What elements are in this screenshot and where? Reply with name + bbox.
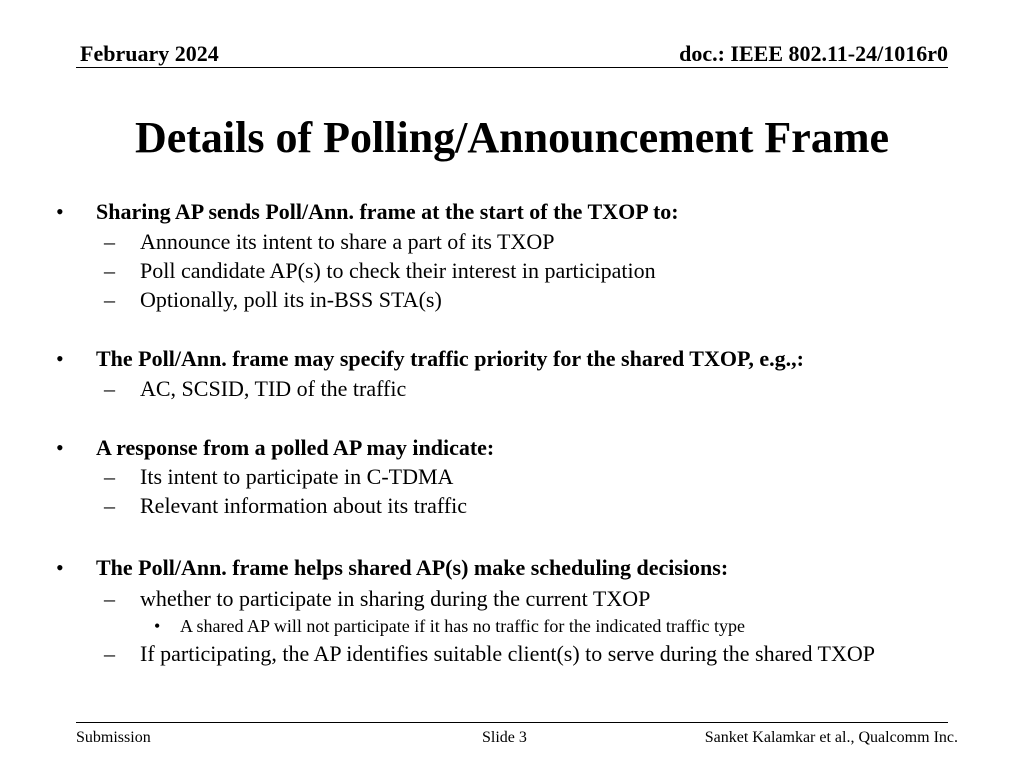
- bullet-1-sub-2: Poll candidate AP(s) to check their interest in participation: [140, 258, 656, 283]
- slide-title: Details of Polling/Announcement Frame: [134, 113, 890, 162]
- header-doc-id: doc.: IEEE 802.11-24/1016r0: [679, 41, 948, 66]
- bullet-1: Sharing AP sends Poll/Ann. frame at the start of the TXOP to:: [96, 199, 679, 224]
- bullet-marker: •: [56, 346, 64, 371]
- sub-bullet-marker: –: [104, 229, 115, 254]
- sub-bullet-marker: –: [104, 258, 115, 283]
- sub-bullet-marker: –: [104, 376, 115, 401]
- footer-author: Sanket Kalamkar et al., Qualcomm Inc.: [704, 729, 958, 746]
- sub-bullet-marker: –: [104, 464, 115, 489]
- sub-bullet-marker: –: [104, 287, 115, 312]
- bullet-4-sub-1: whether to participate in sharing during the current TXOP: [140, 586, 651, 611]
- bullet-4-sub-2: If participating, the AP identifies suitable client(s) to serve during the shared TXOP: [140, 641, 875, 666]
- bullet-3-sub-1: Its intent to participate in C-TDMA: [140, 464, 454, 489]
- sub-bullet-marker: –: [104, 493, 115, 518]
- bullet-marker: •: [56, 435, 64, 460]
- bullet-4-sub-1-sub-1: A shared AP will not participate if it has no traffic for the indicated traffic type: [180, 616, 745, 636]
- sub-sub-bullet-marker: •: [154, 616, 161, 636]
- sub-bullet-marker: –: [104, 641, 115, 666]
- bullet-1-sub-1: Announce its intent to share a part of its TXOP: [140, 229, 555, 254]
- bullet-1-sub-3: Optionally, poll its in-BSS STA(s): [140, 287, 442, 312]
- header-date: February 2024: [80, 41, 219, 66]
- bullet-2-sub-1: AC, SCSID, TID of the traffic: [140, 376, 407, 401]
- footer-slide-number: Slide 3: [482, 729, 527, 746]
- footer-submission: Submission: [76, 729, 151, 746]
- bullet-3: A response from a polled AP may indicate:: [96, 435, 495, 460]
- bullet-marker: •: [56, 199, 64, 224]
- bullet-3-sub-2: Relevant information about its traffic: [140, 493, 468, 518]
- footer-rule: [76, 722, 948, 723]
- bullet-4: The Poll/Ann. frame helps shared AP(s) make scheduling decisions:: [96, 555, 729, 580]
- bullet-marker: •: [56, 555, 64, 580]
- sub-bullet-marker: –: [104, 586, 115, 611]
- bullet-2: The Poll/Ann. frame may specify traffic priority for the shared TXOP, e.g.,:: [96, 346, 804, 371]
